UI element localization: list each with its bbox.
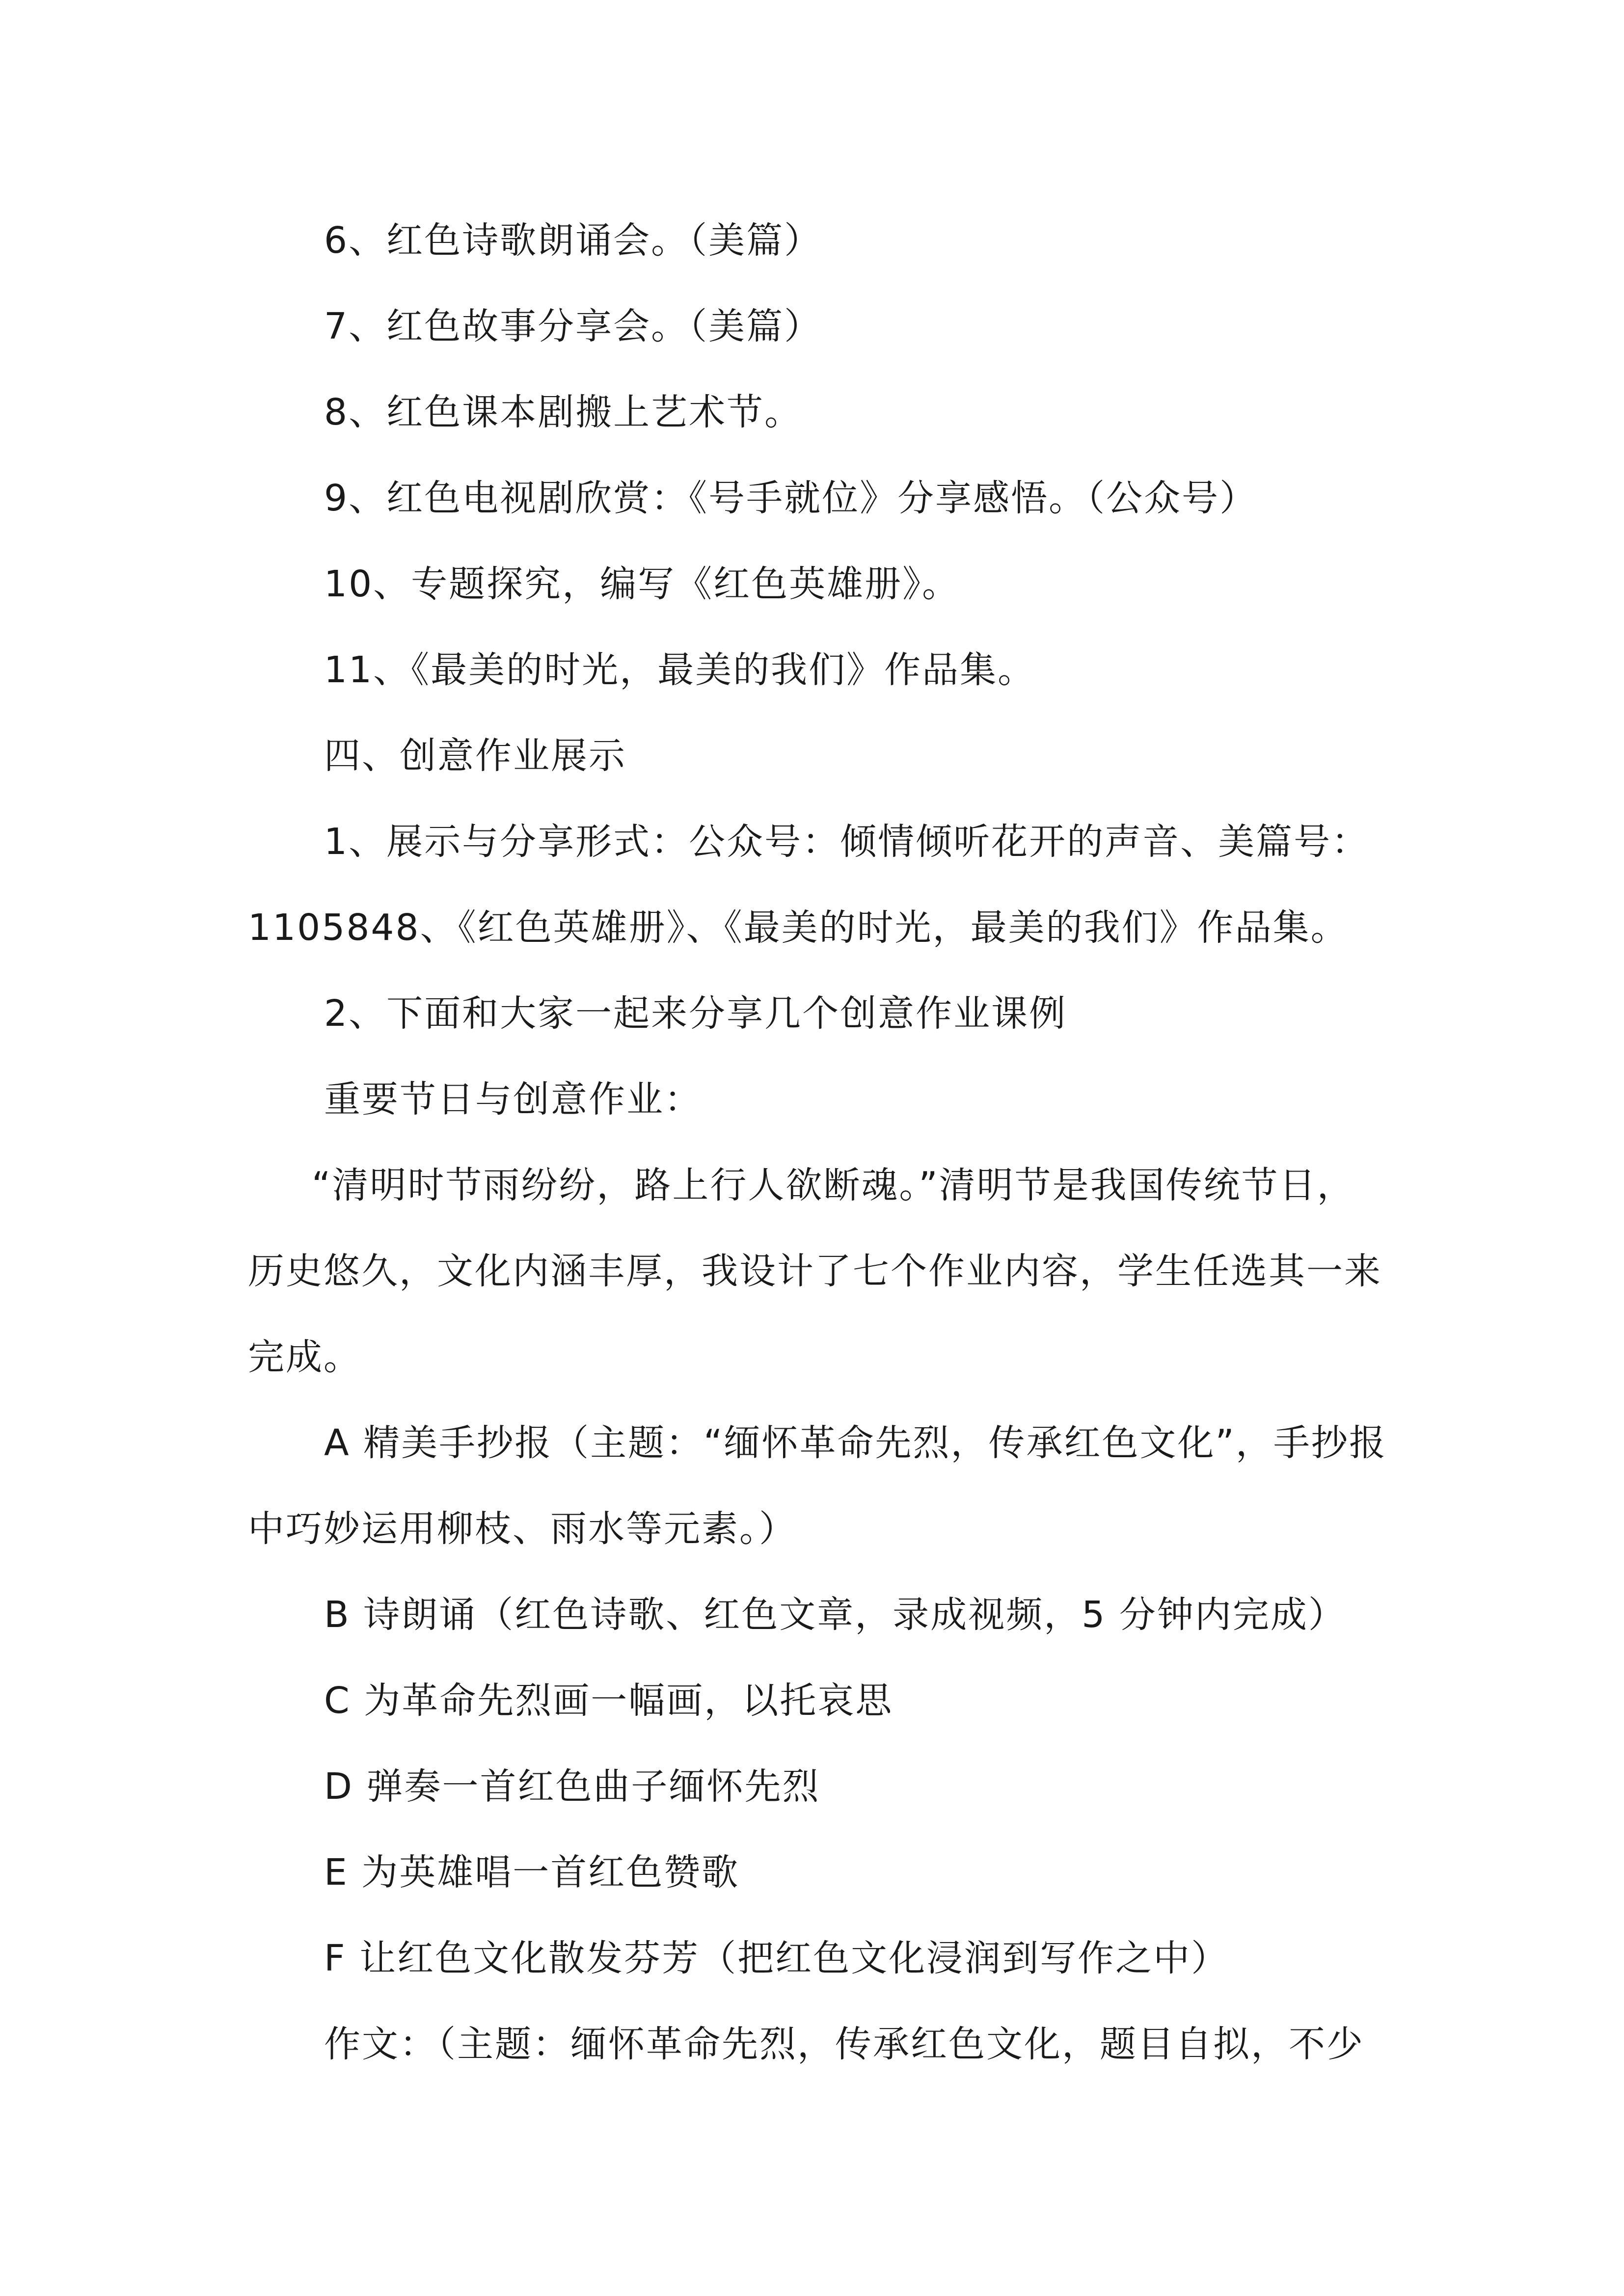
list-item-6: 6、红色诗歌朗诵会。（美篇） <box>324 219 822 262</box>
list-item-10: 10、专题探究，编写《红色英雄册》。 <box>324 563 960 605</box>
paragraph-line: 重要节日与创意作业： <box>324 1078 702 1121</box>
section-heading: 四、创意作业展示 <box>324 735 626 777</box>
paragraph-line: 历史悠久，文化内涵丰厚，我设计了七个作业内容，学生任选其一来 <box>248 1250 1382 1292</box>
paragraph-line: 中巧妙运用柳枝、雨水等元素。） <box>248 1508 797 1550</box>
list-item-7: 7、红色故事分享会。（美篇） <box>324 305 822 347</box>
paragraph-line: 1105848、《红色英雄册》、《最美的时光，最美的我们》作品集。 <box>248 907 1349 949</box>
option-b: B 诗朗诵（红色诗歌、红色文章，录成视频，5 分钟内完成） <box>324 1594 1346 1636</box>
option-c: C 为革命先烈画一幅画，以托哀思 <box>324 1680 893 1722</box>
list-item-9: 9、红色电视剧欣赏：《号手就位》分享感悟。（公众号） <box>324 477 1258 519</box>
paragraph-line: 2、下面和大家一起来分享几个创意作业课例 <box>324 992 1067 1035</box>
list-item-8: 8、红色课本剧搬上艺术节。 <box>324 391 803 433</box>
list-item-11: 11、《最美的时光，最美的我们》作品集。 <box>324 649 1036 691</box>
option-d: D 弹奏一首红色曲子缅怀先烈 <box>324 1765 820 1808</box>
paragraph-line: “清明时节雨纷纷，路上行人欲断魂。”清明节是我国传统节日， <box>312 1164 1355 1206</box>
option-e: E 为英雄唱一首红色赞歌 <box>324 1851 740 1894</box>
paragraph-line: 完成。 <box>248 1336 361 1378</box>
option-f: F 让红色文化散发芬芳（把红色文化浸润到写作之中） <box>324 1937 1229 1979</box>
option-a: A 精美手抄报（主题：“缅怀革命先烈，传承红色文化”，手抄报 <box>324 1422 1387 1464</box>
paragraph-line: 作文：（主题：缅怀革命先烈，传承红色文化，题目自拟，不少 <box>324 2023 1364 2065</box>
paragraph-line: 1、展示与分享形式：公众号：倾情倾听花开的声音、美篇号： <box>324 821 1370 863</box>
